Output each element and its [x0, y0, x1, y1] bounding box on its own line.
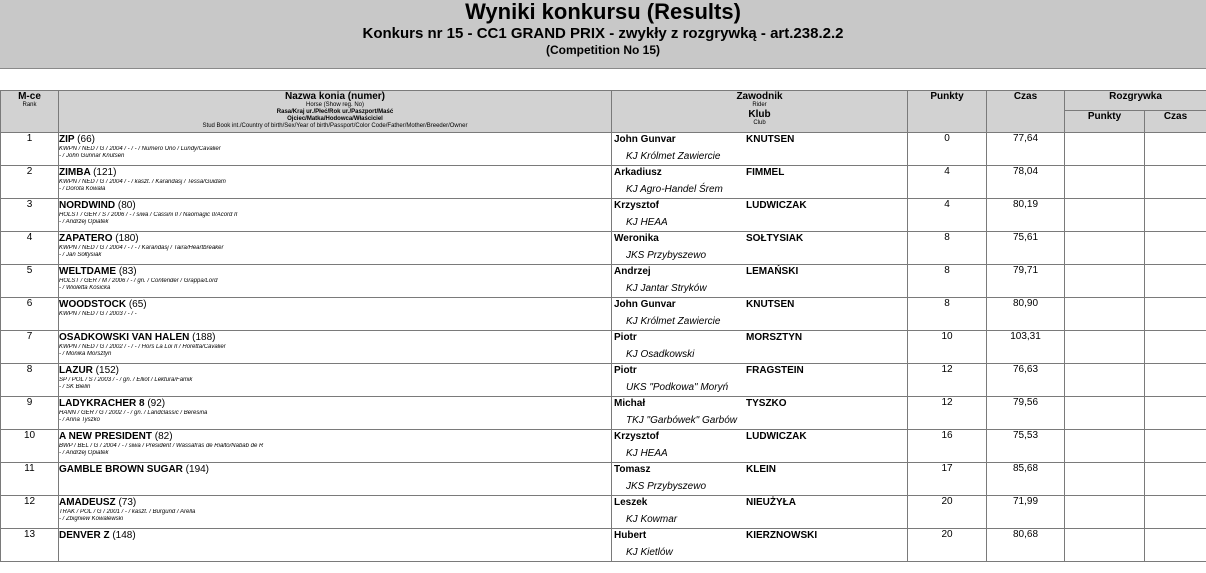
jumpoff-time-cell — [1145, 463, 1206, 496]
rank-value: 5 — [26, 265, 33, 276]
rider-last-name: KNUTSEN — [746, 299, 795, 310]
rider-club: KJ Królmet Zawiercie — [626, 316, 721, 327]
points-cell — [908, 364, 987, 397]
table-row — [1, 166, 1206, 199]
horse-number: (65) — [128, 299, 147, 310]
jumpoff-points-header: Punkty — [1065, 111, 1145, 133]
horse-name: ZIMBA — [59, 167, 91, 178]
rider-first-name: Arkadiusz — [614, 167, 662, 178]
points-value: 8 — [944, 232, 950, 243]
table-row — [1, 430, 1206, 463]
horse-pedigree: KWPN / NED / G / 2003 / - / - — [59, 311, 137, 317]
rider-cell — [612, 331, 908, 364]
rank-cell — [1, 265, 59, 298]
horse-pedigree: HANN / GER / G / 2002 / - / gn. / Landclassic / Beresina — [59, 410, 208, 416]
rider-first-name: Hubert — [614, 530, 647, 541]
time-value: 78,04 — [1012, 166, 1039, 177]
rank-cell — [1, 166, 59, 199]
table-row — [1, 331, 1206, 364]
table-row — [1, 397, 1206, 430]
horse-pedigree: KWPN / NED / G / 2004 / - / kaszt. / Karandasj / Tessa/Guidam — [59, 179, 226, 185]
points-value: 20 — [941, 529, 953, 540]
points-cell — [908, 331, 987, 364]
horse-number: (92) — [147, 398, 166, 409]
rider-first-name: Andrzej — [614, 266, 651, 277]
horse-cell — [59, 496, 612, 529]
rider-club: KJ HEAA — [626, 217, 668, 228]
points-cell — [908, 496, 987, 529]
horse-number: (73) — [118, 497, 137, 508]
horse-number: (121) — [93, 167, 117, 178]
jumpoff-points-cell — [1065, 199, 1145, 232]
rank-value: 13 — [23, 529, 36, 540]
competition-subtitle: Konkurs nr 15 - CC1 GRAND PRIX - zwykły z rozgrywką - art.238.2.2 — [362, 25, 844, 42]
time-value: 75,61 — [1012, 232, 1039, 243]
rank-cell — [1, 133, 59, 166]
rider-cell — [612, 232, 908, 265]
jumpoff-points-cell — [1065, 463, 1145, 496]
rider-last-name: LEMAŃSKI — [746, 266, 799, 277]
horse-cell — [59, 331, 612, 364]
time-value: 76,63 — [1012, 364, 1039, 375]
rank-value: 11 — [24, 463, 35, 474]
horse-cell — [59, 397, 612, 430]
points-cell — [908, 529, 987, 562]
horse-number: (194) — [185, 464, 210, 475]
rank-cell — [1, 430, 59, 463]
horse-owner: - / Zbigniew Kowalewski — [59, 516, 124, 522]
jumpoff-points-cell — [1065, 265, 1145, 298]
jumpoff-points-cell — [1065, 133, 1145, 166]
rank-value: 8 — [26, 364, 33, 375]
horse-name-line — [59, 167, 611, 179]
rank-cell — [1, 364, 59, 397]
jumpoff-time-header: Czas — [1145, 111, 1206, 133]
rank-cell — [1, 199, 59, 232]
horse-number: (66) — [77, 134, 95, 145]
horse-name: ZAPATERO — [59, 233, 113, 244]
rider-header: Zawodnik Rider Klub Club — [612, 91, 908, 133]
horse-number: (152) — [95, 365, 120, 376]
rider-last-name: FRAGSTEIN — [746, 365, 804, 376]
rider-cell — [612, 199, 908, 232]
rider-first-name: Leszek — [614, 497, 648, 508]
rider-club: JKS Przybyszewo — [626, 481, 707, 492]
time-value: 79,56 — [1012, 397, 1039, 408]
points-cell — [908, 166, 987, 199]
horse-owner: - / Dorota Kowala — [59, 186, 106, 192]
rider-first-name: Michał — [614, 398, 646, 409]
rider-last-name: KLEIN — [746, 464, 776, 475]
page-title: Wyniki konkursu (Results) — [465, 0, 741, 24]
horse-name: AMADEUSZ — [59, 497, 116, 508]
horse-name-line — [59, 530, 611, 542]
time-cell — [987, 364, 1065, 397]
horse-header: Nazwa konia (numer) Horse (Show reg. No) Rasa/Kraj ur./Płeć/Rok ur./Paszport/Maść Ojciec/Matka/Hodowca/Właściciel Stud Book int./Country of birth/Sex/Year of birth/Passport/Color Code/Father/Mother/Breeder/Owner — [59, 91, 612, 133]
horse-name: WOODSTOCK — [59, 299, 127, 310]
rider-cell — [612, 463, 908, 496]
rider-cell — [612, 397, 908, 430]
jumpoff-points-cell — [1065, 166, 1145, 199]
time-cell — [987, 529, 1065, 562]
horse-name-line — [59, 398, 611, 410]
rank-value: 7 — [26, 331, 33, 342]
horse-cell — [59, 265, 612, 298]
time-value: 77,64 — [1012, 133, 1039, 144]
horse-name-line — [59, 233, 611, 245]
horse-number: (83) — [118, 266, 137, 277]
time-cell — [987, 298, 1065, 331]
horse-cell — [59, 298, 612, 331]
rider-cell — [612, 166, 908, 199]
horse-owner: - / Andrzej Opiatek — [59, 219, 109, 225]
rider-club: KJ Królmet Zawiercie — [626, 151, 721, 162]
rider-cell — [612, 430, 908, 463]
jumpoff-time-cell — [1145, 265, 1206, 298]
rider-club: UKS "Podkowa" Moryń — [626, 382, 729, 393]
horse-number: (80) — [117, 200, 136, 211]
horse-name-line — [59, 332, 611, 344]
rider-club: KJ Osadkowski — [626, 349, 695, 360]
rank-value: 12 — [23, 496, 36, 507]
rider-first-name: John Gunvar — [614, 134, 676, 145]
points-cell — [908, 199, 987, 232]
horse-name: LAZUR — [59, 365, 93, 376]
table-row — [1, 265, 1206, 298]
rider-last-name: LUDWICZAK — [746, 431, 807, 442]
rider-first-name: Piotr — [614, 365, 637, 376]
rank-value: 10 — [23, 430, 36, 441]
time-header: Czas — [987, 91, 1065, 133]
competition-number: (Competition No 15) — [546, 43, 660, 57]
table-row — [1, 463, 1206, 496]
rider-cell — [612, 298, 908, 331]
horse-owner: - / John Gunnar Knutsen — [59, 153, 125, 159]
points-header: Punkty — [908, 91, 987, 133]
horse-owner: - / Anna Tyszko — [59, 417, 101, 423]
rider-last-name: NIEUŻYŁA — [746, 497, 796, 508]
results-body — [1, 133, 1206, 562]
horse-pedigree: HOLST / GER / M / 2006 / - / gn. / Contender / Grappa/Lord — [59, 278, 218, 284]
points-cell — [908, 298, 987, 331]
jumpoff-time-cell — [1145, 430, 1206, 463]
horse-pedigree: KWPN / NED / G / 2002 / - / - / Hors La Loi II / Horetta/Cavalier — [59, 344, 226, 350]
table-row — [1, 529, 1206, 562]
horse-cell — [59, 199, 612, 232]
horse-owner: - / Andrzej Opiatek — [59, 450, 109, 456]
horse-name: NORDWIND — [59, 200, 116, 211]
rider-cell — [612, 496, 908, 529]
table-row — [1, 133, 1206, 166]
time-value: 85,68 — [1012, 463, 1039, 474]
horse-cell — [59, 166, 612, 199]
horse-name-line — [59, 365, 611, 377]
time-value: 103,31 — [1010, 331, 1041, 342]
time-value: 80,19 — [1012, 199, 1039, 210]
time-cell — [987, 496, 1065, 529]
table-row — [1, 232, 1206, 265]
rank-cell — [1, 331, 59, 364]
time-cell — [987, 331, 1065, 364]
rider-first-name: Krzysztof — [614, 431, 660, 442]
jumpoff-time-cell — [1145, 298, 1206, 331]
horse-name: GAMBLE BROWN SUGAR — [59, 464, 183, 475]
time-cell — [987, 199, 1065, 232]
horse-name: WELTDAME — [59, 266, 117, 277]
horse-cell — [59, 529, 612, 562]
horse-name-line — [59, 464, 611, 476]
points-cell — [908, 232, 987, 265]
rank-value: 6 — [26, 298, 33, 309]
jumpoff-header: Rozgrywka — [1065, 91, 1206, 111]
rank-value: 1 — [26, 133, 33, 144]
horse-name-line — [59, 134, 611, 146]
rider-first-name: Weronika — [614, 233, 659, 244]
rank-cell — [1, 232, 59, 265]
table-row — [1, 199, 1206, 232]
jumpoff-points-cell — [1065, 298, 1145, 331]
horse-owner: - / Jan Sołtysiak — [59, 252, 102, 258]
horse-pedigree: TRAK / POL / G / 2001 / - / kaszt. / Burgund / Arella — [59, 509, 196, 515]
horse-pedigree: BWP / BEL / G / 2004 / - / siwa / President / Wassafras de Rialto/Nabab de R — [59, 443, 264, 449]
time-cell — [987, 463, 1065, 496]
horse-name: LADYKRACHER 8 — [59, 398, 145, 409]
points-cell — [908, 430, 987, 463]
jumpoff-time-cell — [1145, 166, 1206, 199]
rider-club: TKJ "Garbówek" Garbów — [626, 415, 738, 426]
points-value: 8 — [944, 298, 950, 309]
rider-first-name: Piotr — [614, 332, 637, 343]
jumpoff-time-cell — [1145, 331, 1206, 364]
rider-cell — [612, 529, 908, 562]
horse-owner: - / SK Bielin — [59, 384, 91, 390]
horse-name: A NEW PRESIDENT — [59, 431, 152, 442]
horse-cell — [59, 364, 612, 397]
points-value: 12 — [941, 397, 953, 408]
horse-pedigree: KWPN / NED / G / 2004 / - / - / Numero Uno / Lundy/Cavalier — [59, 146, 221, 152]
horse-name: OSADKOWSKI VAN HALEN — [59, 332, 190, 343]
rider-first-name: John Gunvar — [614, 299, 676, 310]
horse-number: (188) — [192, 332, 216, 343]
rank-cell — [1, 463, 59, 496]
time-value: 75,53 — [1012, 430, 1039, 441]
points-value: 12 — [941, 364, 953, 375]
horse-number: (180) — [115, 233, 139, 244]
rank-cell — [1, 529, 59, 562]
rider-cell — [612, 265, 908, 298]
horse-pedigree: KWPN / NED / G / 2004 / - / - / Karandasj / Taira/Heartbreaker — [59, 245, 224, 251]
rider-last-name: LUDWICZAK — [746, 200, 807, 211]
horse-cell — [59, 463, 612, 496]
horse-number: (148) — [112, 530, 136, 541]
horse-pedigree: SP / POL / S / 2003 / - / gn. / Elliot / Lektura/Famik — [59, 377, 193, 383]
jumpoff-points-cell — [1065, 331, 1145, 364]
rider-club: JKS Przybyszewo — [626, 250, 707, 261]
points-value: 8 — [944, 265, 950, 276]
time-cell — [987, 430, 1065, 463]
rider-last-name: TYSZKO — [746, 398, 787, 409]
horse-cell — [59, 430, 612, 463]
horse-name: DENVER Z — [59, 530, 110, 541]
rider-last-name: KNUTSEN — [746, 134, 795, 145]
time-cell — [987, 265, 1065, 298]
rank-value: 4 — [26, 232, 33, 243]
table-row — [1, 496, 1206, 529]
time-value: 71,99 — [1012, 496, 1039, 507]
time-value: 80,68 — [1012, 529, 1039, 540]
jumpoff-time-cell — [1145, 133, 1206, 166]
jumpoff-time-cell — [1145, 364, 1206, 397]
rider-club: KJ Jantar Stryków — [626, 283, 707, 294]
points-value: 0 — [944, 133, 950, 144]
horse-number: (82) — [154, 431, 173, 442]
rider-club: KJ HEAA — [626, 448, 668, 459]
jumpoff-time-cell — [1145, 397, 1206, 430]
jumpoff-points-cell — [1065, 529, 1145, 562]
horse-name-line — [59, 299, 611, 311]
rider-cell — [612, 364, 908, 397]
rider-last-name: FIMMEL — [746, 167, 785, 178]
rider-club: KJ Agro-Handel Śrem — [626, 184, 723, 195]
time-cell — [987, 397, 1065, 430]
rank-value: 2 — [26, 166, 33, 177]
jumpoff-time-cell — [1145, 496, 1206, 529]
jumpoff-time-cell — [1145, 232, 1206, 265]
jumpoff-points-cell — [1065, 496, 1145, 529]
points-value: 10 — [941, 331, 953, 342]
rider-first-name: Tomasz — [614, 464, 651, 475]
points-cell — [908, 397, 987, 430]
horse-name-line — [59, 200, 611, 212]
time-cell — [987, 133, 1065, 166]
table-row — [1, 364, 1206, 397]
rank-cell — [1, 397, 59, 430]
rider-cell — [612, 133, 908, 166]
rider-first-name: Krzysztof — [614, 200, 660, 211]
time-value: 80,90 — [1012, 298, 1039, 309]
points-value: 16 — [941, 430, 953, 441]
horse-name-line — [59, 431, 611, 443]
time-value: 79,71 — [1012, 265, 1039, 276]
time-cell — [987, 166, 1065, 199]
table-row — [1, 298, 1206, 331]
points-value: 4 — [944, 199, 950, 210]
results-table — [0, 90, 1206, 562]
rider-last-name: SOŁTYSIAK — [746, 233, 804, 244]
rank-value: 3 — [26, 199, 33, 210]
horse-cell — [59, 133, 612, 166]
points-cell — [908, 133, 987, 166]
jumpoff-points-cell — [1065, 397, 1145, 430]
rank-value: 9 — [26, 397, 33, 408]
rank-cell — [1, 298, 59, 331]
horse-owner: - / Monika Morsztyn — [59, 351, 112, 357]
horse-name: ZIP — [59, 134, 75, 145]
points-value: 4 — [944, 166, 950, 177]
rank-header: M-ce Rank — [1, 91, 59, 133]
jumpoff-points-cell — [1065, 430, 1145, 463]
rider-club: KJ Kietlów — [626, 547, 673, 558]
horse-pedigree: HOLST / GER / S / 2006 / - / siwa / Cassini II / Naomagic II/Acord II — [59, 212, 238, 218]
jumpoff-points-cell — [1065, 232, 1145, 265]
results-banner — [0, 0, 1206, 69]
rider-last-name: KIERZNOWSKI — [746, 530, 818, 541]
rider-last-name: MORSZTYN — [746, 332, 803, 343]
horse-owner: - / Wioletta Kosicka — [59, 285, 111, 291]
horse-name-line — [59, 266, 611, 278]
horse-name-line — [59, 497, 611, 509]
jumpoff-time-cell — [1145, 529, 1206, 562]
jumpoff-time-cell — [1145, 199, 1206, 232]
rider-club: KJ Kowmar — [626, 514, 678, 525]
points-cell — [908, 265, 987, 298]
horse-cell — [59, 232, 612, 265]
points-value: 17 — [941, 463, 953, 474]
points-cell — [908, 463, 987, 496]
rank-cell — [1, 496, 59, 529]
time-cell — [987, 232, 1065, 265]
points-value: 20 — [941, 496, 953, 507]
jumpoff-points-cell — [1065, 364, 1145, 397]
header-row — [1, 91, 1206, 111]
